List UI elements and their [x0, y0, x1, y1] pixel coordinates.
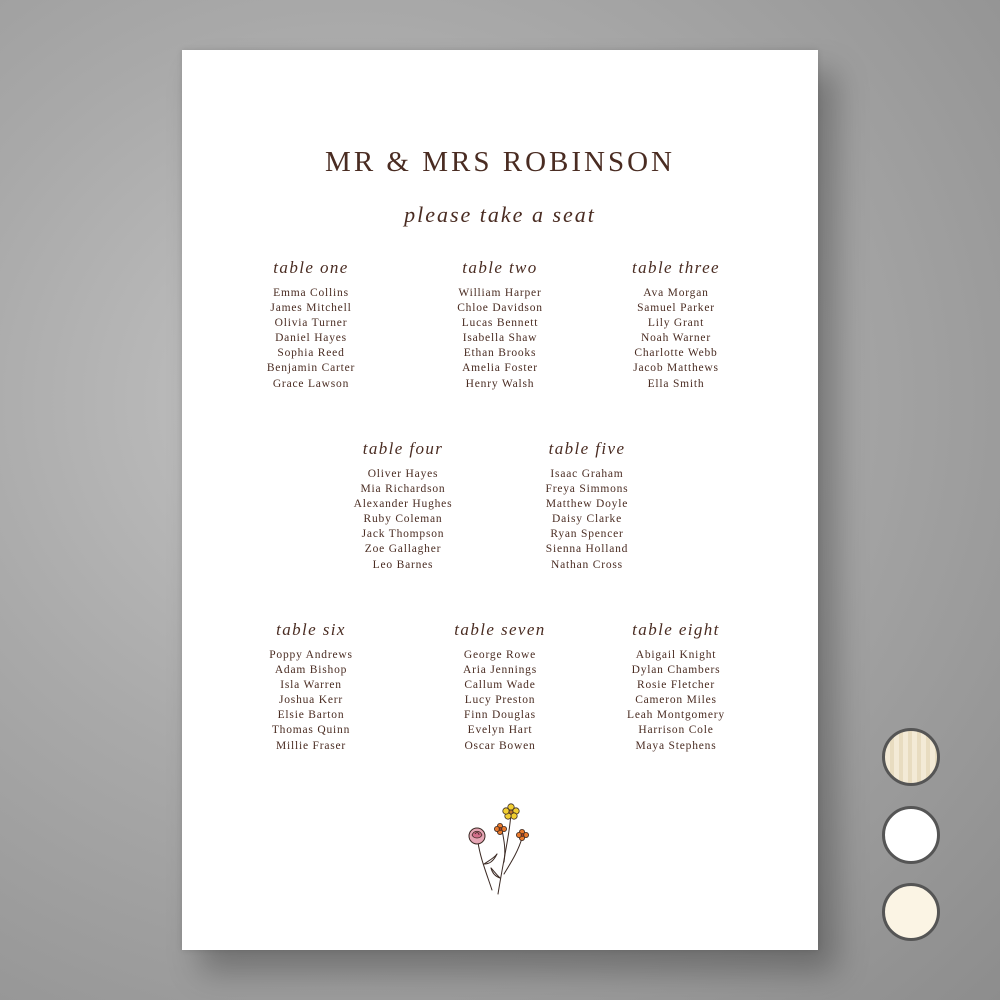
guest-name: Leah Montgomery — [627, 709, 725, 722]
table-block-six — [211, 621, 411, 754]
guest-name: Isaac Graham — [550, 468, 624, 480]
guest-name: Leo Barnes — [372, 558, 434, 571]
guest-name: Lucy Preston — [464, 694, 536, 707]
guest-name: Matthew Doyle — [545, 498, 629, 511]
guest-name: Lucas Bennett — [461, 317, 539, 330]
guest-name: Freya Simmons — [545, 483, 629, 496]
white-swatch[interactable] — [882, 806, 940, 864]
guest-name: Rosie Fletcher — [637, 679, 715, 692]
table-name: table four — [362, 439, 444, 458]
guest-name: Isla Warren — [280, 679, 342, 692]
guest-name: Charlotte Webb — [634, 347, 718, 360]
table-name: table two — [462, 258, 538, 277]
guest-name: Ava Morgan — [643, 287, 709, 299]
guest-name: Oscar Bowen — [464, 739, 536, 752]
guest-name: Ella Smith — [647, 377, 705, 390]
guest-name: William Harper — [458, 287, 542, 299]
guest-name: Harrison Cole — [638, 724, 714, 737]
guest-list — [400, 648, 600, 754]
guest-list — [303, 467, 503, 573]
guest-name: Dylan Chambers — [631, 664, 721, 677]
guest-list — [576, 648, 776, 754]
guest-name: Aria Jennings — [463, 664, 537, 677]
striped-cream-swatch[interactable] — [882, 728, 940, 786]
guest-name: Isabella Shaw — [462, 332, 538, 345]
guest-name: Samuel Parker — [637, 302, 715, 315]
table-name: table five — [548, 439, 626, 458]
guest-name: Finn Douglas — [464, 709, 536, 722]
guest-list — [211, 648, 411, 754]
guest-name: Sophia Reed — [277, 347, 345, 360]
table-name: table seven — [454, 620, 546, 639]
guest-name: James Mitchell — [270, 302, 352, 315]
guest-name: Thomas Quinn — [271, 724, 351, 737]
guest-name: Abigail Knight — [635, 649, 717, 661]
guest-name: George Rowe — [463, 649, 537, 661]
table-block-one — [211, 259, 411, 392]
guest-name: Nathan Cross — [551, 558, 623, 571]
table-name: table one — [273, 258, 349, 277]
guest-list — [576, 286, 776, 392]
guest-name: Daniel Hayes — [275, 332, 347, 345]
guest-name: Maya Stephens — [635, 739, 717, 752]
guest-name: Poppy Andrews — [269, 649, 353, 661]
guest-name: Amelia Foster — [462, 362, 538, 375]
guest-name: Jack Thompson — [361, 528, 445, 541]
guest-name: Millie Fraser — [275, 739, 347, 752]
wildflower-icon — [464, 802, 538, 896]
guest-name: Zoe Gallagher — [364, 543, 442, 556]
subtitle: please take a seat — [404, 202, 596, 227]
guest-name: Alexander Hughes — [353, 498, 453, 511]
guest-name: Grace Lawson — [272, 377, 350, 390]
guest-name: Cameron Miles — [635, 694, 717, 707]
table-block-three — [576, 259, 776, 392]
guest-name: Oliver Hayes — [367, 468, 439, 480]
guest-name: Ruby Coleman — [363, 513, 443, 526]
guest-name: Benjamin Carter — [266, 362, 356, 375]
seating-chart-card — [182, 50, 818, 950]
table-block-two — [400, 259, 600, 392]
table-block-eight — [576, 621, 776, 754]
guest-name: Ethan Brooks — [463, 347, 537, 360]
couple-title: MR & MRS ROBINSON — [325, 146, 675, 178]
table-block-five — [487, 440, 687, 573]
guest-name: Joshua Kerr — [278, 694, 344, 707]
table-block-four — [303, 440, 503, 573]
guest-name: Noah Warner — [641, 332, 711, 345]
table-name: table eight — [632, 620, 720, 639]
guest-name: Daisy Clarke — [552, 513, 622, 526]
guest-name: Mia Richardson — [360, 483, 446, 496]
guest-name: Evelyn Hart — [467, 724, 533, 737]
ivory-swatch[interactable] — [882, 883, 940, 941]
table-block-seven — [400, 621, 600, 754]
guest-name: Callum Wade — [464, 679, 536, 692]
guest-name: Jacob Matthews — [633, 362, 719, 375]
guest-name: Olivia Turner — [274, 317, 348, 330]
guest-name: Henry Walsh — [465, 377, 535, 390]
guest-name: Chloe Davidson — [457, 302, 543, 315]
table-name: table six — [276, 620, 346, 639]
guest-name: Adam Bishop — [274, 664, 348, 677]
guest-name: Emma Collins — [273, 287, 349, 299]
guest-list — [487, 467, 687, 573]
guest-list — [211, 286, 411, 392]
guest-list — [400, 286, 600, 392]
guest-name: Ryan Spencer — [550, 528, 624, 541]
guest-name: Lily Grant — [647, 317, 705, 330]
guest-name: Sienna Holland — [545, 543, 629, 556]
guest-name: Elsie Barton — [277, 709, 345, 722]
table-name: table three — [632, 258, 720, 277]
